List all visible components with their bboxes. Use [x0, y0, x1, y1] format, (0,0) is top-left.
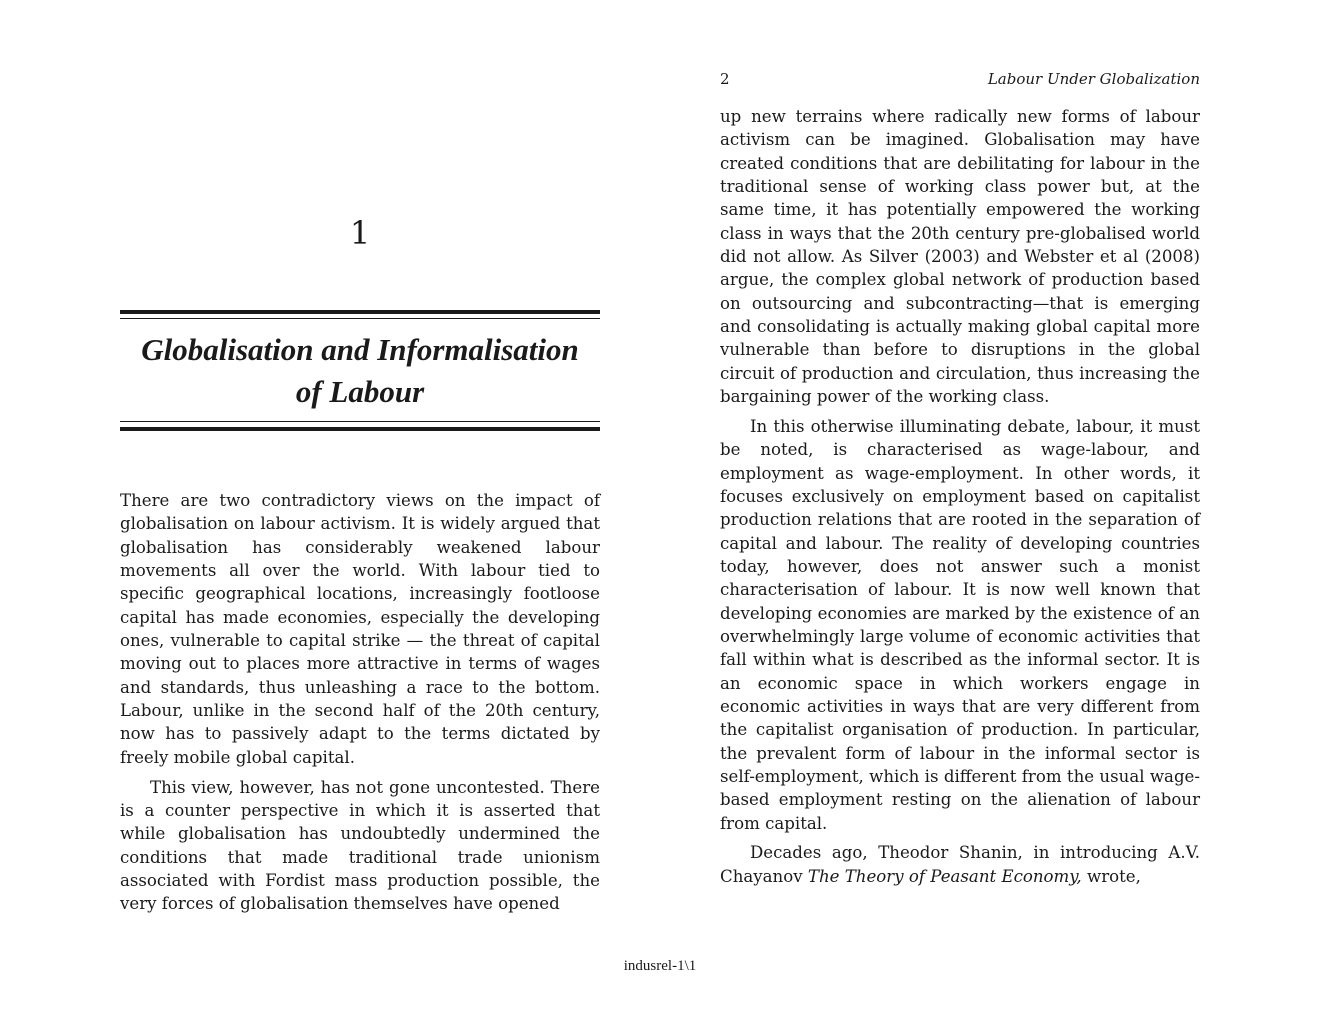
chapter-number: 1: [349, 214, 371, 252]
paragraph: up new terrains where radically new forms of labour activism can be imagined. Globalisation may have created conditions that are debilitating for labour in the traditional sense of working class power but, at the same time, it has potentially empowered the working class in ways that the 20th century pre-globalised world did not allow. As Silver (2003) and Webster et al (2008) argue, the complex global network of production based on outsourcing and subcontracting—that is emerging and consolidating is actually making global capital more vulnerable than before to disruptions in the global circuit of production and circulation, thus increasing the bargaining power of the working class.: [720, 107, 1200, 407]
title-rule-bottom-thin: [120, 421, 600, 422]
paragraph: [720, 841, 1200, 888]
right-body-text: [720, 105, 1200, 895]
title-rule-bottom-thick: [120, 427, 600, 431]
footer-label: indusrel-1\1: [623, 958, 697, 974]
running-head: [720, 68, 1200, 90]
chapter-title-line-1: Globalisation and Informalisation: [141, 332, 579, 367]
page-number: 2: [720, 70, 730, 88]
chapter-title: [120, 329, 600, 413]
paragraph-tail: wrote,: [1081, 866, 1141, 886]
title-rule-top-thick: [120, 310, 600, 314]
paragraph: This view, however, has not gone uncontested. There is a counter perspective in which it is asserted that while globalisation has undoubtedly undermined the conditions that made traditional trade unionism associated with Fordist mass production possible, the very forces of globalisation themselves have opened: [120, 777, 600, 914]
running-title: Labour Under Globalization: [987, 70, 1200, 88]
paragraph: In this otherwise illuminating debate, labour, it must be noted, is characterised as wage-labour, and employment as wage-employment. In other words, it focuses exclusively on employment based on capitalist production relations that are rooted in the separation of capital and labour. The reality of developing countries today, however, does not answer such a monist characterisation of labour. It is now well known that developing economies are marked by the existence of an overwhelmingly large volume of economic activities that fall within what is described as the informal sector. It is an economic space in which workers engage in economic activities in ways that are very different from the capitalist organisation of production. In particular, the prevalent form of labour in the informal sector is self-employment, which is different from the usual wage-based employment resting on the alienation of labour from capital.: [720, 416, 1200, 833]
chapter-title-line-2: of Labour: [295, 374, 425, 409]
book-title: The Theory of Peasant Economy,: [807, 866, 1082, 886]
title-rule-top-thin: [120, 318, 600, 319]
paragraph-lead: Decades ago, Theodor Shanin, in introducing A.V. Chayanov: [720, 843, 1200, 886]
left-body-text: [120, 489, 600, 922]
paragraph: There are two contradictory views on the impact of globalisation on labour activism. It is widely argued that globalisation has considerably weakened labour movements all over the world. With labour tied to specific geographical locations, increasingly footloose capital has made economies, especially the developing ones, vulnerable to capital strike — the threat of capital moving out to places more attractive in terms of wages and standards, thus unleashing a race to the bottom. Labour, unlike in the second half of the 20th century, now has to passively adapt to the terms dictated by freely mobile global capital.: [120, 491, 600, 767]
